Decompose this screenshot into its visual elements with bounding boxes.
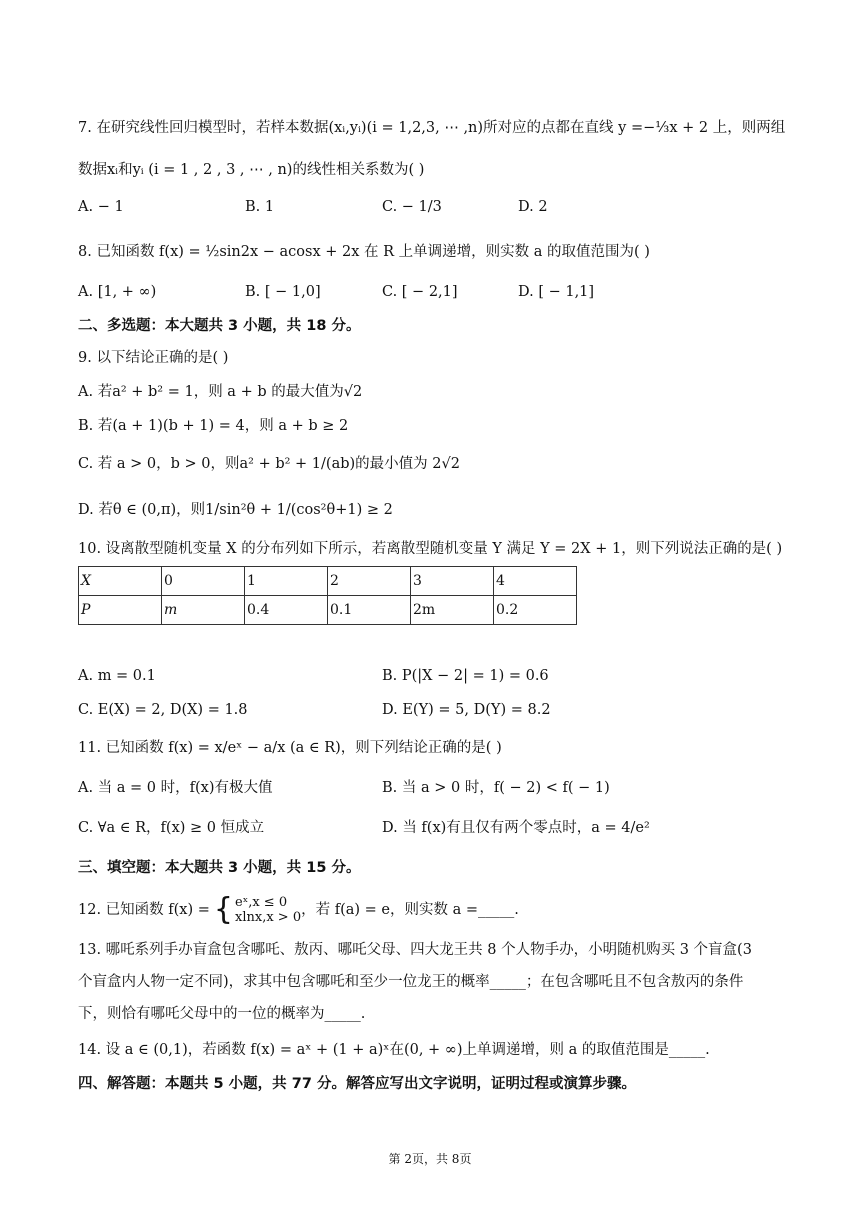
q9-option-b: B. 若(a + 1)(b + 1) = 4，则 a + b ≥ 2 [78,418,349,434]
q7-option-c: C. − 1/3 [382,199,442,215]
q9-stem: 9. 以下结论正确的是( ) [78,350,229,366]
table-cell: X [79,567,162,596]
q7-option-b: B. 1 [245,199,275,215]
table-cell: 0.2 [494,596,577,625]
table-cell: P [79,596,162,625]
q12-suffix: ，若 f(a) = e，则实数 a =_____. [301,902,519,918]
q8-option-d: D. [ − 1,1] [518,284,595,300]
q12-line [78,892,519,927]
table-cell: 1 [245,567,328,596]
q7-option-a: A. − 1 [78,199,124,215]
brace-icon: { [213,892,233,927]
table-cell: 0 [162,567,245,596]
q10-option-a: A. m = 0.1 [78,668,156,684]
section-heading-multi-choice: 二、多选题：本大题共 3 小题，共 18 分。 [78,318,361,334]
q8-stem: 8. 已知函数 f(x) = ½sin2x − acosx + 2x 在 R 上单调递增，则实数 a 的取值范围为( ) [78,244,650,260]
table-cell: 0.1 [328,596,411,625]
q13-line1: 13. 哪吒系列手办盲盒包含哪吒、敖丙、哪吒父母、四大龙王共 8 个人物手办，小明随机购买 3 个盲盒(3 [78,942,752,958]
q13-line2: 个盲盒内人物一定不同)，求其中包含哪吒和至少一位龙王的概率_____；在包含哪吒且不包含敖丙的条件 [78,974,744,990]
q11-option-c: C. ∀a ∈ R，f(x) ≥ 0 恒成立 [78,820,265,836]
page-footer: 第 2页，共 8页 [388,1152,472,1166]
section-heading-fill-blank: 三、填空题：本大题共 3 小题，共 15 分。 [78,860,361,876]
table-cell: m [162,596,245,625]
table-cell: 4 [494,567,577,596]
q9-option-a: A. 若a² + b² = 1，则 a + b 的最大值为√2 [78,384,363,400]
q8-option-c: C. [ − 2,1] [382,284,458,300]
q12-case2: xlnx,x > 0 [235,910,302,925]
q13-line3: 下，则恰有哪吒父母中的一位的概率为_____. [78,1006,366,1022]
table-cell: 2 [328,567,411,596]
q7-line1: 7. 在研究线性回归模型时，若样本数据(xᵢ,yᵢ)(i = 1,2,3, ⋯ ,n)所对应的点都在直线 y =−⅓x + 2 上，则两组 [78,120,786,136]
q8-option-a: A. [1, + ∞) [78,284,157,300]
q11-option-b: B. 当 a > 0 时，f( − 2) < f( − 1) [382,780,610,796]
table-row [79,596,577,625]
q11-option-a: A. 当 a = 0 时，f(x)有极大值 [78,780,273,796]
distribution-table [78,566,577,625]
q12-prefix: 12. 已知函数 f(x) = [78,902,210,918]
q7-option-d: D. 2 [518,199,548,215]
q10-option-b: B. P(|X − 2| = 1) = 0.6 [382,668,549,684]
q11-option-d: D. 当 f(x)有且仅有两个零点时，a = 4/e² [382,820,650,836]
q9-option-c: C. 若 a > 0，b > 0，则a² + b² + 1/(ab)的最小值为 2√2 [78,456,460,472]
q11-stem: 11. 已知函数 f(x) = x/eˣ − a/x (a ∈ R)，则下列结论正确的是( ) [78,740,502,756]
q10-option-d: D. E(Y) = 5, D(Y) = 8.2 [382,702,551,718]
table-cell: 3 [411,567,494,596]
q9-option-d: D. 若θ ∈ (0,π)，则1/sin²θ + 1/(cos²θ+1) ≥ 2 [78,502,393,518]
table-row [79,567,577,596]
q12-cases [235,895,301,925]
q7-line2: 数据xᵢ和yᵢ (i = 1 , 2 , 3 , ⋯ , n)的线性相关系数为( ) [78,162,425,178]
q8-option-b: B. [ − 1,0] [245,284,321,300]
q12-case1: eˣ,x ≤ 0 [235,895,288,910]
q14-stem: 14. 设 a ∈ (0,1)，若函数 f(x) = aˣ + (1 + a)ˣ在(0, + ∞)上单调递增，则 a 的取值范围是_____. [78,1042,710,1058]
table-cell: 2m [411,596,494,625]
q10-option-c: C. E(X) = 2, D(X) = 1.8 [78,702,248,718]
table-cell: 0.4 [245,596,328,625]
section-heading-answer: 四、解答题：本题共 5 小题，共 77 分。解答应写出文字说明，证明过程或演算步骤。 [78,1076,636,1092]
q10-stem: 10. 设离散型随机变量 X 的分布列如下所示，若离散型随机变量 Y 满足 Y = 2X + 1，则下列说法正确的是( ) [78,541,783,557]
